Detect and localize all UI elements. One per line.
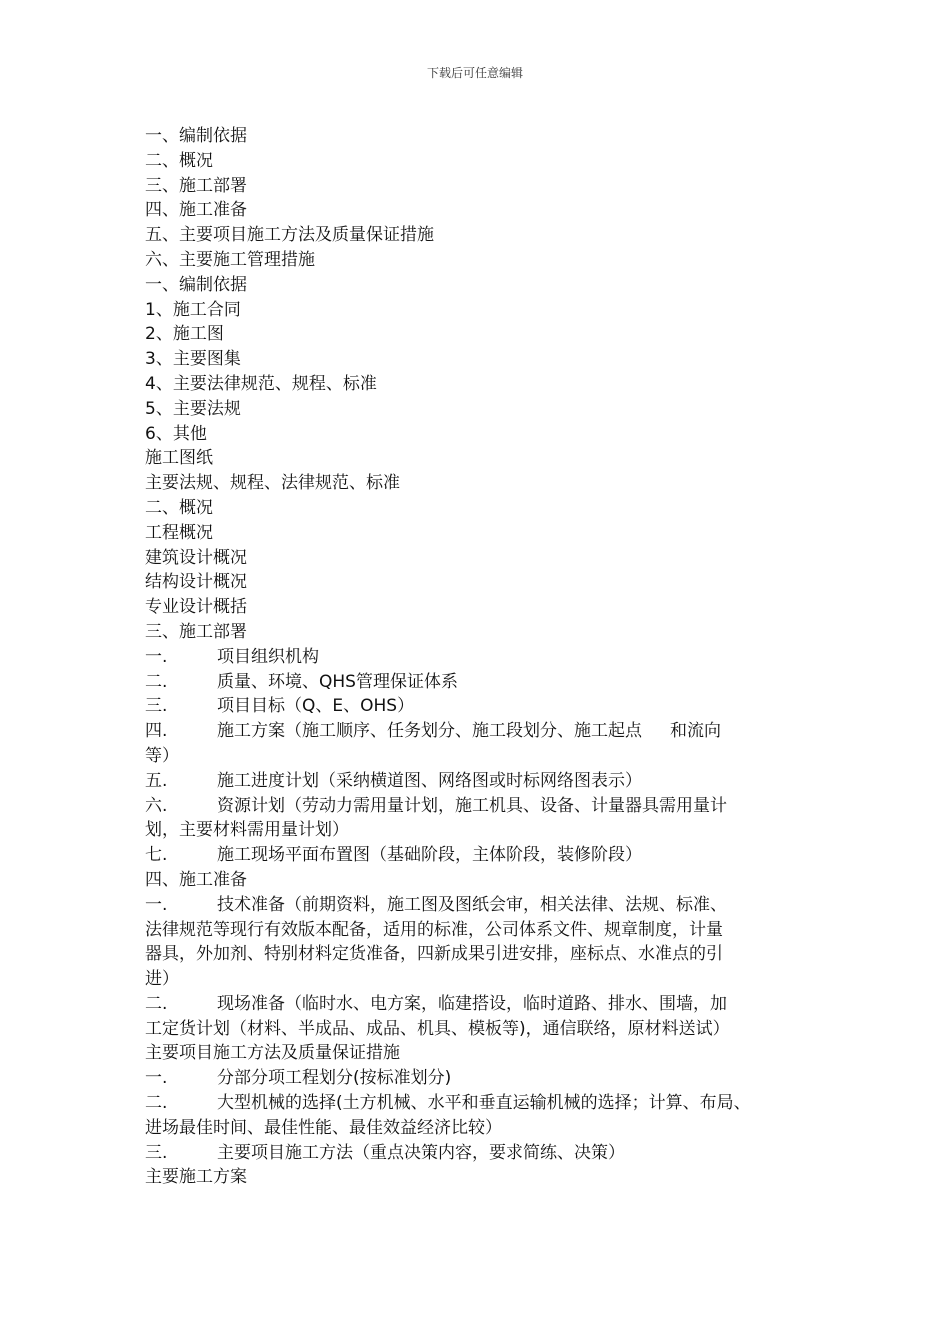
item-text: 施工方案（施工顺序、任务划分、施工段划分、施工起点 xyxy=(217,721,642,742)
numbered-item xyxy=(145,1091,817,1116)
item-number: 二. xyxy=(145,1093,168,1114)
text-line: 施工图纸 xyxy=(145,448,213,469)
section-heading: 主要项目施工方法及质量保证措施 xyxy=(145,1043,400,1064)
section-heading: 二、概况 xyxy=(145,497,213,518)
item-text: 大型机械的选择(土方机械、水平和垂直运输机械的选择；计算、布局、 xyxy=(217,1093,751,1114)
text-line: 工程概况 xyxy=(145,522,213,543)
item-text: 资源计划（劳动力需用量计划，施工机具、设备、计量器具需用量计 xyxy=(217,795,727,816)
item-number: 五. xyxy=(145,770,168,791)
item-number: 二. xyxy=(145,671,168,692)
item-text: 质量、环境、QHS管理保证体系 xyxy=(217,671,458,692)
numbered-item xyxy=(145,992,817,1017)
list-item: 5、主要法规 xyxy=(145,398,241,419)
section-heading: 四、施工准备 xyxy=(145,869,247,890)
item-number: 一. xyxy=(145,1068,168,1089)
item-number: 四. xyxy=(145,721,168,742)
item-number: 三. xyxy=(145,696,168,717)
numbered-item xyxy=(145,670,817,695)
item-continuation: 进） xyxy=(145,969,179,990)
numbered-item xyxy=(145,1066,817,1091)
numbered-item xyxy=(145,893,817,918)
toc-line: 一、编制依据 xyxy=(145,126,247,146)
list-item: 2、施工图 xyxy=(145,324,224,345)
toc-line: 六、主要施工管理措施 xyxy=(145,249,315,270)
item-text-tail: 和流向 xyxy=(670,721,721,742)
item-continuation: 工定货计划（材料、半成品、成品、机具、模板等)，通信联络，原材料送试） xyxy=(145,1018,730,1039)
item-text: 主要项目施工方法（重点决策内容，要求简练、决策） xyxy=(217,1142,625,1163)
item-number: 二. xyxy=(145,993,168,1014)
toc-line: 五、主要项目施工方法及质量保证措施 xyxy=(145,225,434,246)
item-text: 项目目标（Q、E、OHS） xyxy=(217,696,415,717)
item-number: 一. xyxy=(145,646,168,667)
text-line: 结构设计概况 xyxy=(145,572,247,593)
section-heading: 一、编制依据 xyxy=(145,274,247,295)
numbered-item xyxy=(145,794,817,819)
numbered-item xyxy=(145,843,817,868)
item-number: 三. xyxy=(145,1142,168,1163)
item-continuation: 进场最佳时间、最佳性能、最佳效益经济比较） xyxy=(145,1117,502,1138)
list-item: 6、其他 xyxy=(145,423,207,444)
numbered-item xyxy=(145,719,817,744)
numbered-item xyxy=(145,694,817,719)
item-number: 一. xyxy=(145,894,168,915)
item-text: 现场准备（临时水、电方案，临建搭设，临时道路、排水、围墙，加 xyxy=(217,993,727,1014)
section-heading: 三、施工部署 xyxy=(145,621,247,642)
text-line: 建筑设计概况 xyxy=(145,547,247,568)
item-number: 七. xyxy=(145,845,168,866)
numbered-item xyxy=(145,769,817,794)
text-line: 专业设计概括 xyxy=(145,597,247,618)
item-continuation: 法律规范等现行有效版本配备，适用的标准，公司体系文件、规章制度，计量 xyxy=(145,919,723,940)
list-item: 1、施工合同 xyxy=(145,299,241,320)
numbered-item xyxy=(145,1141,817,1166)
list-item: 3、主要图集 xyxy=(145,349,241,370)
item-continuation: 器具，外加剂、特别材料定货准备，四新成果引进安排，座标点、水准点的引 xyxy=(145,944,723,965)
text-line: 主要施工方案 xyxy=(145,1167,247,1188)
text-line: 主要法规、规程、法律规范、标准 xyxy=(145,473,400,494)
item-text: 项目组织机构 xyxy=(217,646,319,667)
list-item: 4、主要法律规范、规程、标准 xyxy=(145,373,377,394)
page-header: 下载后可任意编辑 xyxy=(426,66,523,80)
item-continuation: 等） xyxy=(145,745,179,766)
item-text: 分部分项工程划分(按标准划分) xyxy=(217,1068,452,1089)
item-number: 六. xyxy=(145,795,168,816)
numbered-item xyxy=(145,645,817,670)
toc-line: 三、施工部署 xyxy=(145,175,247,196)
item-continuation: 划，主要材料需用量计划） xyxy=(145,820,349,841)
document-body xyxy=(145,124,817,1190)
item-text: 施工进度计划（采纳横道图、网络图或时标网络图表示） xyxy=(217,770,642,791)
item-text: 施工现场平面布置图（基础阶段，主体阶段，装修阶段） xyxy=(217,845,642,866)
toc-line: 四、施工准备 xyxy=(145,200,247,221)
toc-line: 二、概况 xyxy=(145,150,213,171)
item-text: 技术准备（前期资料，施工图及图纸会审，相关法律、法规、标准、 xyxy=(217,894,727,915)
